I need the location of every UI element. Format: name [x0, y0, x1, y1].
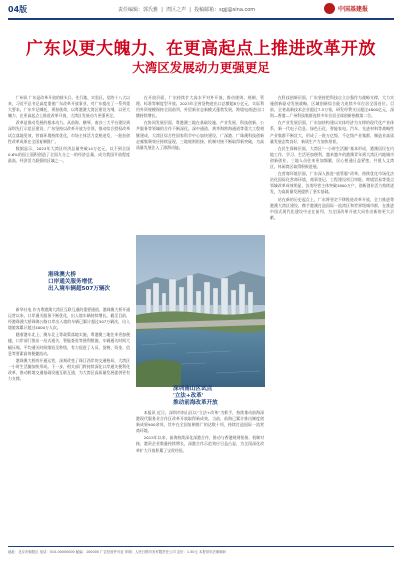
logo-icon: [324, 3, 335, 14]
paragraph: 在民生保障层面，大湾区“一小时生活圈”基本形成，港澳居民在内地工作、学习、生活更加便利，越来越多的港澳青年到大湾区内地城市创新创业，三地人员往来更加频繁，民心相通日益紧密，共建人文湾区、休闲湾区取得积极进展。: [270, 145, 394, 170]
paragraph: 广州讯 广东是改革开放的排头兵、先行地、实验区。党的十八大以来，习近平总书记高度重视广东改革开放事业，对广东提出了一系列重大要求。广东牢记嘱托，勇担使命，以粤港澳大湾区建设为纲，以更大魄力、在更高起点上推进改革开放，大湾区发展动力更强更足。: [8, 95, 130, 119]
paragraph: 在营商环境层面，广东深入推进“放管服”改革，持续优化市场化法治化国际化营商环境，商事登记、工程建设项目审批、跨境贸易等重点领域改革成效明显，各类经营主体突破1800万户，创新创业活力持续迸发，为高质量发展提供了坚实基础。: [270, 171, 394, 195]
page-number: 04版: [8, 5, 28, 14]
paragraph: 在协同发展层面，粤港澳三地在基础设施、产业发展、科技创新、公共服务等领域的合作不断深化。深中通道、黄茅海跨海通道等重大工程相继建成，大湾区综合性国家科学中心加快建设，广深港、广珠澳科技创新走廊集聚效应持续显现，三地规则衔接、机制对接不断取得新突破，为高质量发展注入了澎湃动能。: [136, 120, 264, 150]
article-left-bottom: [8, 307, 130, 539]
paragraph: 在开放层面，广东持续扩大高水平对外开放，推动规则、规制、管理、标准等制度型开放。2023年全省货物进出口总额超8万亿元，实际利用外资规模保持全国前列，外贸新业态新模式蓬勃发展，跨境电商进出口额持续增长。: [136, 95, 264, 119]
editors: 责任编辑：郭氏雅: [118, 7, 159, 13]
headline: 广东以更大魄力、在更高起点上推进改革开放: [26, 39, 376, 59]
paragraph: 在科技创新层面，广东坚持把科技自立自强作为战略支撑，大力实施创新驱动发展战略，区域创新综合能力连续多年位居全国首位。目前，全省高新技术企业超过7.5万家，研发经费支出超过4800亿元，深圳—香港—广州科技集群连续多年位居全球创新指数第二位。: [270, 95, 394, 119]
page-header: [0, 0, 402, 22]
city-photo: [136, 235, 265, 387]
article-mid-bottom: [136, 410, 264, 540]
paragraph: 随着港车北上、澳车北上等政策落地实施，粤港澳三地往来更加便捷。口岸部门推出一站式通关、智能查验等便利措施，车辆通关时间大幅压缩，平均通关时间缩短至秒级，有力促进了人员、货物、资金、信息等要素高效便捷流动。: [8, 332, 130, 356]
section-title-mid: 深圳南山区试点 '立法+改革' 推动前海改革开放: [173, 386, 218, 406]
logo-text: 中国基建报: [338, 6, 369, 13]
section-name: 湾区之声: [166, 7, 187, 13]
article-mid-top: [136, 95, 264, 233]
paragraph: 本报讯 近日，深圳市南山区以“立法+改革”为抓手，持续推动前海深港现代服务业合作区改革开放取得新成效。当前，前海已累计推出制度创新成果900余项，其中在全国复制推广的达数十项，持续打造国际一流营商环境。: [136, 410, 264, 434]
paragraph: 在产业发展层面，广东加快构建以实体经济为支撑的现代化产业体系，新一代电子信息、绿色石化、智能家电、汽车、先进材料等战略性产业集群不断壮大，形成了一批万亿级、千亿级产业集群，制造业高质量发展态势良好，新质生产力加快培育。: [270, 120, 394, 144]
paragraph: 站在新的历史起点上，广东将坚定不移推进改革开放，全力推进粤港澳大湾区建设，携手港澳打造国际一流湾区和世界级城市群，在推进中国式现代化建设中走在前列，为全国改革开放大局作出新的更大贡献。: [270, 196, 394, 220]
email: 投稿邮箱：sgjj@sina.com: [194, 7, 256, 13]
paragraph: 数据显示，2023年大湾区经济总量突破14万亿元，以不到全国0.6%的国土面积创造了全国九分之一的经济总量，成为我国开放程度最高、经济活力最强的区域之一。: [8, 145, 130, 163]
paragraph: 新华社电 作为粤港澳大湾区互联互通的重要通道，港珠澳大桥开通运营以来，口岸通关服务不断优化，出入境车辆持续增长。截至目前，经港珠澳大桥珠海公路口岸出入境的车辆已累计超过507万辆次，出入境旅客累计超过4000万人次。: [8, 307, 130, 331]
section-title-left: 港珠澳大桥 口岸通关服务增优 出入境车辆超507万辆次: [48, 272, 111, 292]
article-left-top: [8, 95, 130, 265]
header-rule: [8, 18, 394, 20]
header-meta: 责任编辑：郭氏雅 | 湾区之声 | 投稿邮箱：sgjj@sina.com: [118, 7, 256, 13]
footer-rule: [8, 546, 394, 547]
city-skyline-image: [136, 235, 265, 387]
paragraph: 2015年以来，前海持续深化深港合作，推动与香港规则衔接、机制对接，港资企业数量持续增长，深港合作示范效应日益凸显，为全国深化改革扩大开放积累了宝贵经验。: [136, 435, 264, 453]
masthead-logo: [324, 3, 394, 15]
paragraph: 港珠澳大桥的开通运营，深刻改变了珠江西岸的交通格局，大湾区一小时生活圈加快形成。下一步，相关部门将持续深化口岸通关便利化改革，推动跨境交通基础设施互联互通，为大湾区高质量发展提供更有力支撑。: [8, 357, 130, 382]
page-footer: 地址：北京市朝阳区 电话：010-00000000 邮编：100000 广告经营许可证 印刷：人民日报印务有限责任公司 定价：1.50元 本报常年法律顾问: [8, 550, 227, 554]
article-right: [270, 95, 394, 540]
subheadline: 大湾区发展动力更强更足: [132, 60, 270, 75]
paragraph: 改革是推动发展的根本动力。从前海、横琴、南沙三大平台建设到深圳先行示范区建设，广东坚持以改革开放为引领，推动综合授权改革试点落地见效，营商环境持续优化，市场主体活力竞相迸发，一批首创性改革成果在全国复制推广。: [8, 120, 130, 144]
